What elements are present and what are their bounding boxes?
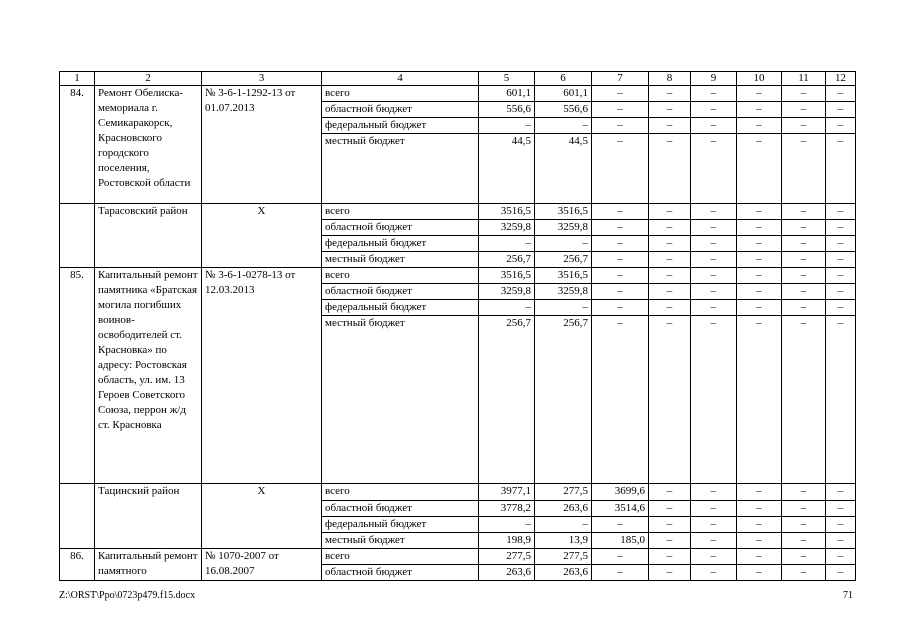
value-col-11: – [782, 549, 826, 565]
value-col-6: 277,5 [535, 549, 592, 565]
value-col-12: – [826, 220, 856, 236]
value-col-8: – [649, 565, 691, 581]
value-col-5: 44,5 [479, 134, 535, 204]
value-col-8: – [649, 533, 691, 549]
document-reference: № 3-6-1-1292-13 от 01.07.2013 [202, 86, 322, 204]
value-col-9: – [691, 549, 737, 565]
value-col-10: – [737, 86, 782, 102]
value-col-8: – [649, 549, 691, 565]
value-col-9: – [691, 517, 737, 533]
value-col-11: – [782, 501, 826, 517]
value-col-10: – [737, 484, 782, 501]
value-col-11: – [782, 118, 826, 134]
value-col-10: – [737, 252, 782, 268]
value-col-5: 263,6 [479, 565, 535, 581]
column-header: 2 [95, 72, 202, 86]
value-col-7: – [592, 284, 649, 300]
value-col-11: – [782, 268, 826, 284]
table-row [60, 268, 856, 284]
value-col-12: – [826, 565, 856, 581]
value-col-10: – [737, 220, 782, 236]
value-col-9: – [691, 484, 737, 501]
value-col-12: – [826, 204, 856, 220]
value-col-11: – [782, 204, 826, 220]
budget-source-label: всего [322, 86, 479, 102]
page-number: 71 [843, 590, 853, 601]
column-header: 7 [592, 72, 649, 86]
value-col-7: – [592, 300, 649, 316]
header-row [60, 72, 856, 86]
value-col-9: – [691, 252, 737, 268]
value-col-9: – [691, 220, 737, 236]
value-col-12: – [826, 86, 856, 102]
value-col-10: – [737, 501, 782, 517]
value-col-5: – [479, 118, 535, 134]
value-col-7: – [592, 236, 649, 252]
value-col-7: – [592, 252, 649, 268]
value-col-8: – [649, 300, 691, 316]
budget-source-label: местный бюджет [322, 252, 479, 268]
value-col-6: 556,6 [535, 102, 592, 118]
budget-source-label: местный бюджет [322, 134, 479, 204]
value-col-5: – [479, 236, 535, 252]
value-col-11: – [782, 252, 826, 268]
row-number: 86. [60, 549, 95, 581]
value-col-8: – [649, 268, 691, 284]
column-header: 12 [826, 72, 856, 86]
value-col-5: – [479, 517, 535, 533]
value-col-10: – [737, 102, 782, 118]
value-col-5: 256,7 [479, 252, 535, 268]
budget-source-label: местный бюджет [322, 533, 479, 549]
value-col-10: – [737, 134, 782, 204]
column-header: 4 [322, 72, 479, 86]
row-number: 85. [60, 268, 95, 484]
value-col-6: 256,7 [535, 252, 592, 268]
value-col-10: – [737, 236, 782, 252]
footer-file-path: Z:\ORST\Ppo\0723p479.f15.docx [59, 590, 196, 601]
budget-source-label: федеральный бюджет [322, 236, 479, 252]
value-col-8: – [649, 86, 691, 102]
value-col-12: – [826, 501, 856, 517]
row-number [60, 204, 95, 268]
value-col-10: – [737, 565, 782, 581]
value-col-12: – [826, 268, 856, 284]
value-col-5: 3259,8 [479, 284, 535, 300]
document-reference: Х [202, 484, 322, 549]
value-col-10: – [737, 533, 782, 549]
value-col-11: – [782, 565, 826, 581]
value-col-6: 256,7 [535, 316, 592, 484]
value-col-12: – [826, 134, 856, 204]
value-col-6: 3259,8 [535, 220, 592, 236]
value-col-9: – [691, 118, 737, 134]
value-col-5: 556,6 [479, 102, 535, 118]
column-header: 10 [737, 72, 782, 86]
value-col-7: – [592, 517, 649, 533]
value-col-10: – [737, 517, 782, 533]
value-col-9: – [691, 236, 737, 252]
value-col-10: – [737, 549, 782, 565]
value-col-11: – [782, 134, 826, 204]
column-header: 1 [60, 72, 95, 86]
value-col-11: – [782, 102, 826, 118]
value-col-12: – [826, 533, 856, 549]
value-col-9: – [691, 300, 737, 316]
value-col-9: – [691, 86, 737, 102]
value-col-8: – [649, 102, 691, 118]
value-col-9: – [691, 565, 737, 581]
value-col-10: – [737, 268, 782, 284]
value-col-6: 44,5 [535, 134, 592, 204]
value-col-11: – [782, 300, 826, 316]
value-col-11: – [782, 533, 826, 549]
value-col-9: – [691, 316, 737, 484]
value-col-9: – [691, 204, 737, 220]
budget-source-label: областной бюджет [322, 501, 479, 517]
value-col-7: 3514,6 [592, 501, 649, 517]
value-col-8: – [649, 316, 691, 484]
value-col-8: – [649, 501, 691, 517]
value-col-12: – [826, 102, 856, 118]
value-col-5: 3516,5 [479, 268, 535, 284]
object-name: Капитальный ремонт памятного [95, 549, 202, 581]
value-col-10: – [737, 118, 782, 134]
budget-source-label: областной бюджет [322, 220, 479, 236]
value-col-6: 263,6 [535, 501, 592, 517]
value-col-12: – [826, 484, 856, 501]
budget-source-label: местный бюджет [322, 316, 479, 484]
column-header: 3 [202, 72, 322, 86]
document-reference: № 1070-2007 от 16.08.2007 [202, 549, 322, 581]
value-col-12: – [826, 300, 856, 316]
value-col-12: – [826, 517, 856, 533]
budget-source-label: всего [322, 204, 479, 220]
row-number [60, 484, 95, 549]
value-col-6: 277,5 [535, 484, 592, 501]
table-row [60, 86, 856, 102]
budget-source-label: федеральный бюджет [322, 118, 479, 134]
value-col-9: – [691, 501, 737, 517]
column-header: 6 [535, 72, 592, 86]
value-col-12: – [826, 549, 856, 565]
value-col-11: – [782, 220, 826, 236]
budget-source-label: федеральный бюджет [322, 300, 479, 316]
value-col-7: – [592, 134, 649, 204]
value-col-9: – [691, 268, 737, 284]
value-col-8: – [649, 118, 691, 134]
table-row [60, 204, 856, 220]
value-col-11: – [782, 284, 826, 300]
value-col-9: – [691, 134, 737, 204]
budget-table [59, 71, 856, 581]
value-col-7: – [592, 565, 649, 581]
value-col-10: – [737, 204, 782, 220]
value-col-5: 3977,1 [479, 484, 535, 501]
value-col-5: 3516,5 [479, 204, 535, 220]
value-col-8: – [649, 284, 691, 300]
object-name: Тацинский район [95, 484, 202, 549]
document-reference: № 3-6-1-0278-13 от 12.03.2013 [202, 268, 322, 484]
value-col-6: – [535, 517, 592, 533]
value-col-6: 263,6 [535, 565, 592, 581]
value-col-7: – [592, 268, 649, 284]
row-number: 84. [60, 86, 95, 204]
value-col-11: – [782, 86, 826, 102]
value-col-5: 3259,8 [479, 220, 535, 236]
value-col-7: – [592, 316, 649, 484]
value-col-10: – [737, 316, 782, 484]
value-col-12: – [826, 284, 856, 300]
budget-source-label: всего [322, 549, 479, 565]
value-col-8: – [649, 517, 691, 533]
value-col-7: 3699,6 [592, 484, 649, 501]
value-col-11: – [782, 316, 826, 484]
value-col-5: 3778,2 [479, 501, 535, 517]
budget-source-label: областной бюджет [322, 102, 479, 118]
value-col-8: – [649, 484, 691, 501]
value-col-7: 185,0 [592, 533, 649, 549]
value-col-7: – [592, 204, 649, 220]
value-col-7: – [592, 220, 649, 236]
column-header: 8 [649, 72, 691, 86]
budget-source-label: всего [322, 484, 479, 501]
value-col-11: – [782, 484, 826, 501]
value-col-8: – [649, 252, 691, 268]
value-col-9: – [691, 284, 737, 300]
value-col-12: – [826, 118, 856, 134]
object-name: Капитальный ремонт памятника «Братская могила погибших воинов-освободителей ст. Красновка» по адресу: Ростовская область, ул. им. 13 Героев Советского Союза, перрон ж/д ст. Красновка [95, 268, 202, 484]
value-col-7: – [592, 118, 649, 134]
value-col-9: – [691, 102, 737, 118]
column-header: 9 [691, 72, 737, 86]
value-col-12: – [826, 236, 856, 252]
document-reference: Х [202, 204, 322, 268]
value-col-12: – [826, 316, 856, 484]
value-col-6: 13,9 [535, 533, 592, 549]
object-name: Тарасовский район [95, 204, 202, 268]
value-col-6: – [535, 300, 592, 316]
budget-source-label: всего [322, 268, 479, 284]
table-row [60, 549, 856, 565]
budget-source-label: областной бюджет [322, 284, 479, 300]
value-col-8: – [649, 134, 691, 204]
value-col-6: 601,1 [535, 86, 592, 102]
column-header: 5 [479, 72, 535, 86]
table-row [60, 484, 856, 501]
value-col-11: – [782, 236, 826, 252]
budget-source-label: областной бюджет [322, 565, 479, 581]
value-col-8: – [649, 204, 691, 220]
value-col-5: 256,7 [479, 316, 535, 484]
value-col-6: 3516,5 [535, 204, 592, 220]
value-col-7: – [592, 102, 649, 118]
value-col-6: 3516,5 [535, 268, 592, 284]
value-col-8: – [649, 236, 691, 252]
value-col-6: 3259,8 [535, 284, 592, 300]
value-col-5: 198,9 [479, 533, 535, 549]
budget-source-label: федеральный бюджет [322, 517, 479, 533]
value-col-10: – [737, 300, 782, 316]
object-name: Ремонт Обелиска-мемориала г. Семикаракорск, Красновского городского поселения, Ростовской области [95, 86, 202, 204]
value-col-8: – [649, 220, 691, 236]
value-col-6: – [535, 118, 592, 134]
value-col-9: – [691, 533, 737, 549]
column-header: 11 [782, 72, 826, 86]
value-col-7: – [592, 86, 649, 102]
value-col-5: 601,1 [479, 86, 535, 102]
table-body [60, 72, 856, 581]
value-col-11: – [782, 517, 826, 533]
value-col-5: 277,5 [479, 549, 535, 565]
value-col-12: – [826, 252, 856, 268]
value-col-5: – [479, 300, 535, 316]
value-col-6: – [535, 236, 592, 252]
value-col-7: – [592, 549, 649, 565]
value-col-10: – [737, 284, 782, 300]
